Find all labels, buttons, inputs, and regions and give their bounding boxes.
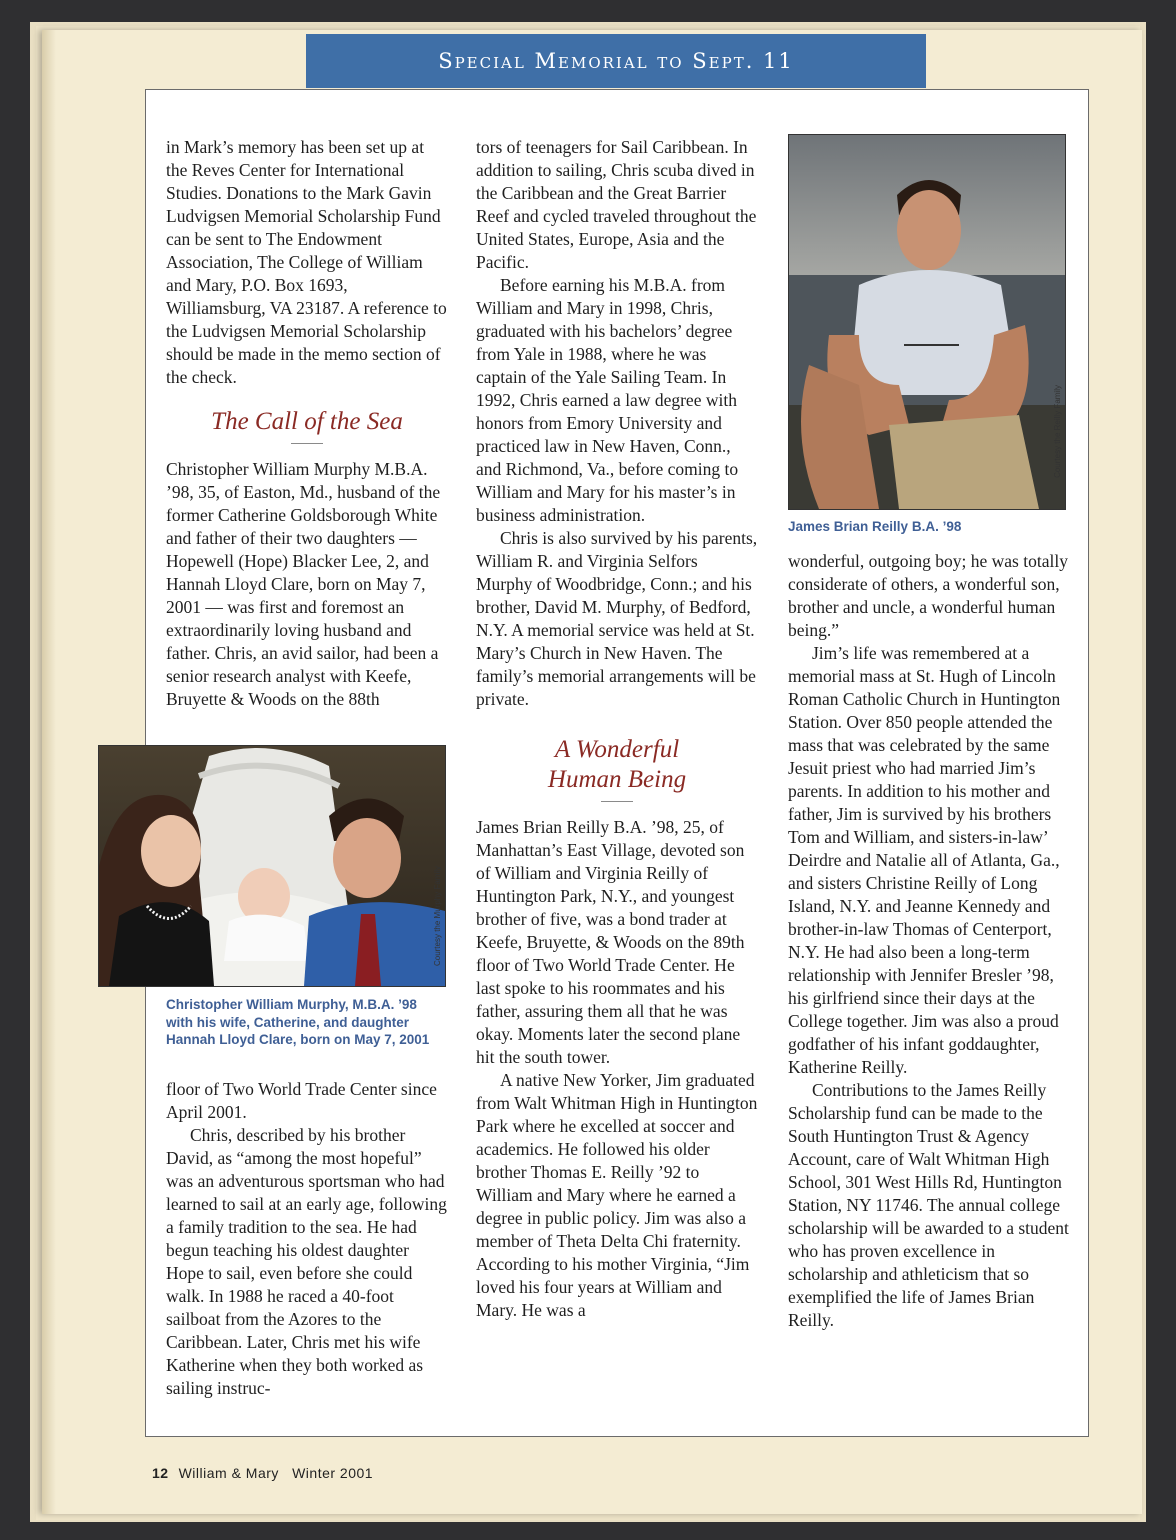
photo-credit: Courtesy the Reilly Family [1053,385,1062,478]
paragraph: Contributions to the James Reilly Scholarship fund can be made to the South Huntington Trust & Agency Account, care of Walt Whitman High School, 301 West Hills Rd, Huntington Station, NY 11746. The annual college scholarship will be awarded to a student who has proven excellence in scholarship and athleticism that so exemplified the life of James Brian Reilly. [788,1080,1069,1330]
reilly-image [789,135,1065,509]
paragraph: in Mark’s memory has been set up at the Reves Center for International Studies. Donations to the Mark Gavin Ludvigsen Memorial Scholarship Fund can be sent to The Endowment Association, The College of William and Mary, P.O. Box 1693, Williamsburg, VA 23187. A reference to the Ludvigsen Memorial Scholarship should be made in the memo section of the check. [166,137,447,387]
reilly-photo [788,134,1066,510]
murphy-family-photo [98,745,446,987]
issue-date: Winter 2001 [292,1465,374,1481]
paragraph: tors of teenagers for Sail Caribbean. In addition to sailing, Chris scuba dived in the Caribbean and the Great Barrier Reef and cycled traveled throughout the United States, Europe, Asia and the Pacific. [476,137,757,272]
paragraph: Jim’s life was remembered at a memorial mass at St. Hugh of Lincoln Roman Catholic Church in Huntington Station. Over 850 people attended the mass that was celebrated by the same Jesuit priest who had married Jim’s parents. In addition to his mother and father, Jim is survived by his brothers Tom and William, and sisters-in-law’ Deirdre and Natalie all of Atlanta, Ga., and sisters Christine Reilly of Long Island, N.Y. and Jeanne Kennedy and brother-in-law Thomas of Centerport, N.Y. He had also been a long-term relationship with Jennifer Bresler ’98, his girlfriend since their days at the College together. Jim was also a proud godfather of his infant goddaughter, Katherine Reilly. [788,643,1061,1077]
column-1-continued [166,1078,448,1400]
section-header [306,34,926,88]
subhead-call-of-the-sea: The Call of the Sea [211,408,403,435]
magazine-page [42,30,1142,1514]
paragraph: floor of Two World Trade Center since April 2001. [166,1079,437,1122]
reilly-photo-caption: James Brian Reilly B.A. ’98 [788,519,962,534]
photo-credit: Courtesy the Murphy Family [433,866,442,967]
subhead-line: A Wonderful [554,736,680,763]
page-number: 12 [152,1465,169,1481]
column-1 [166,136,448,711]
paragraph: Christopher William Murphy M.B.A. ’98, 35, of Easton, Md., husband of the former Catherine Goldsborough White and father of their two daughters — Hopewell (Hope) Blacker Lee, 2, and Hannah Lloyd Clare, born on May 7, 2001 — was first and foremost an extraordinarily loving husband and father. Chris, an avid sailor, had been a senior research analyst with Keefe, Bruyette & Woods on the 88th [166,459,441,709]
murphy-family-image [99,746,445,986]
column-3 [788,550,1070,1332]
subhead-line: Human Being [547,766,687,793]
paragraph: James Brian Reilly B.A. ’98, 25, of Manhattan’s East Village, devoted son of William and Virginia Reilly of Huntington Park, N.Y., and youngest brother of five, was a bond trader at Keefe, Bruyette, & Woods on the 89th floor of Two World Trade Center. He last spoke to his roommates and his father, assuring them all that he was okay. Moments later the second plane hit the south tower. [476,817,745,1067]
paragraph: Chris, described by his brother David, as “among the most hopeful” was an adventurous sportsman who had learned to sail at an early age, following a family tradition to the sea. He had begun teaching his oldest daughter Hope to sail, even before she could walk. In 1988 he raced a 40-foot sailboat from the Azores to the Caribbean. Later, Chris met his wife Katherine when they both worked as sailing instruc- [166,1125,447,1398]
column-2 [476,136,758,1322]
paragraph: Before earning his M.B.A. from William and Mary in 1998, Chris, graduated with his bachelors’ degree from Yale in 1988, where he was captain of the Yale Sailing Team. In 1992, Chris earned a law degree with honors from Emory University and practiced law in New Haven, Conn., and Richmond, Va., before coming to William and Mary for his master’s in business administration. [476,275,739,525]
paragraph: A native New Yorker, Jim graduated from Walt Whitman High in Huntington Park where he excelled at soccer and academics. He followed his older brother Thomas E. Reilly ’92 to William and Mary where he earned a degree in public policy. Jim was also a member of Theta Delta Chi fraternity. According to his mother Virginia, “Jim loved his four years at William and Mary. He was a [476,1070,758,1320]
paragraph: wonderful, outgoing boy; he was totally considerate of others, a wonderful son, brother and uncle, a wonderful human being.” [788,551,1068,640]
section-header-title: Special Memorial to Sept. 11 [438,49,794,73]
page-footer [152,1465,373,1481]
article-frame [145,89,1089,1437]
page-spine [42,30,56,1514]
subhead-wonderful-human-being [476,735,758,795]
murphy-photo-caption: Christopher William Murphy, M.B.A. ’98 with his wife, Catherine, and daughter Hannah Lloyd Clare, born on May 7, 2001 [166,997,430,1047]
paragraph: Chris is also survived by his parents, William R. and Virginia Selfors Murphy of Woodbridge, Conn.; and his brother, David M. Murphy, of Bedford, N.Y. A memorial service was held at St. Mary’s Church in New Haven. The family’s memorial arrangements will be private. [476,528,758,709]
publication-name: William & Mary [178,1465,279,1481]
